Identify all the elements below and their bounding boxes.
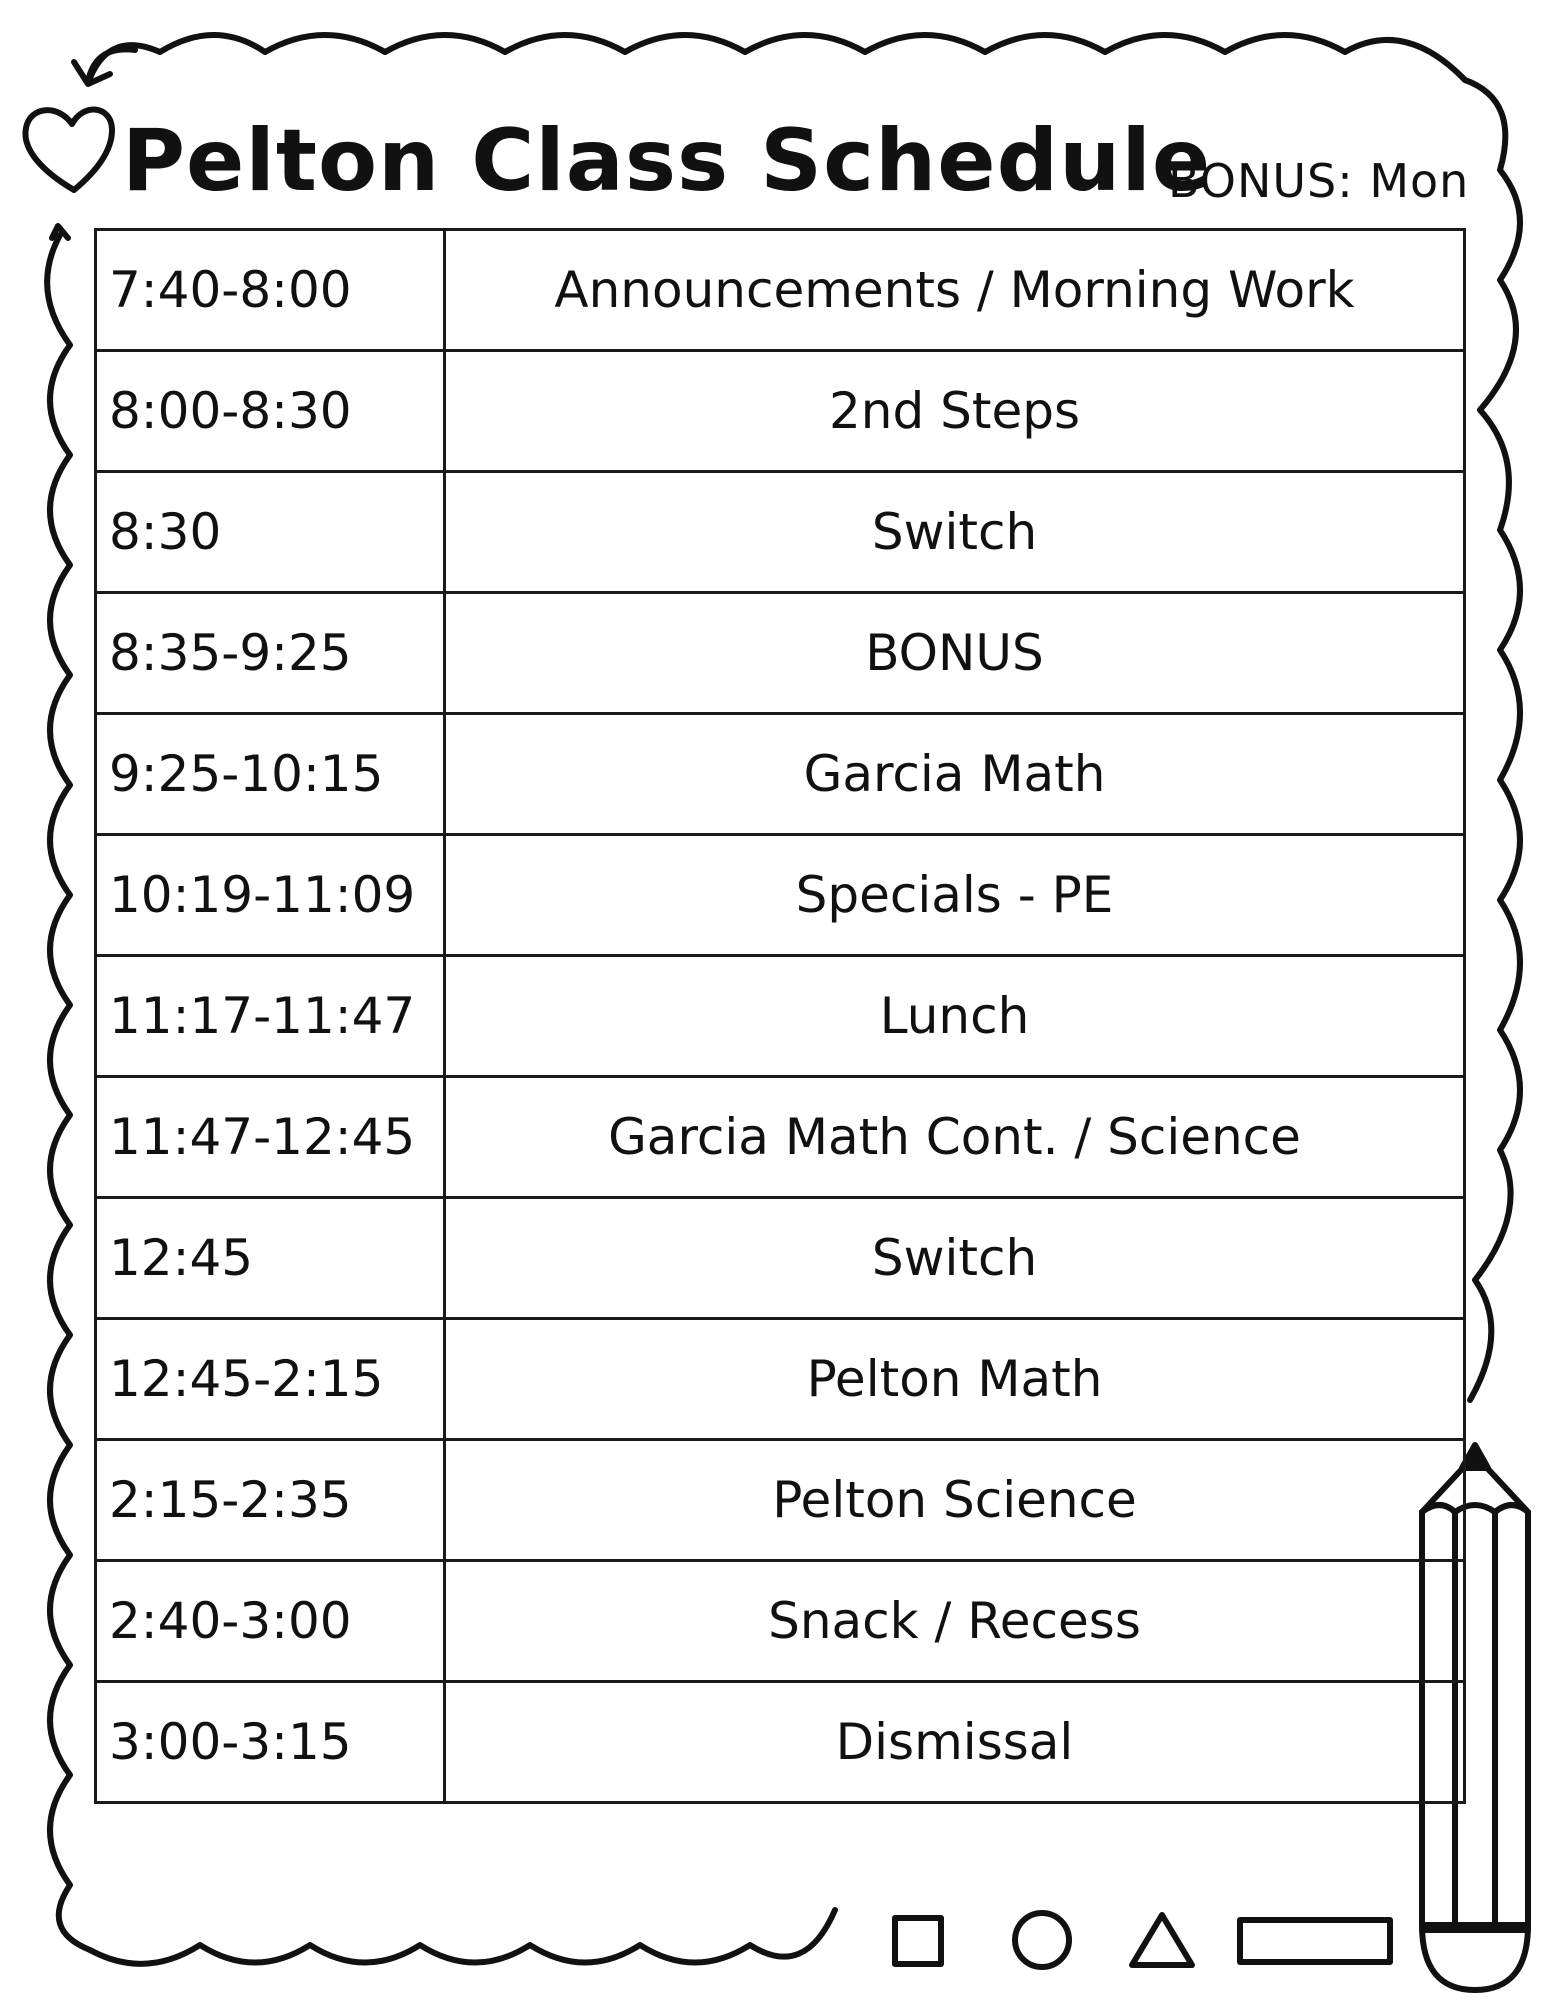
activity-cell: Snack / Recess xyxy=(445,1561,1465,1682)
activity-cell: BONUS xyxy=(445,593,1465,714)
activity-cell: Garcia Math xyxy=(445,714,1465,835)
table-row xyxy=(96,1440,1465,1561)
heart-icon xyxy=(25,110,112,190)
schedule-body xyxy=(96,230,1465,1803)
frame-top-scallops xyxy=(90,35,1465,80)
table-row xyxy=(96,472,1465,593)
time-cell: 3:00-3:15 xyxy=(96,1682,445,1803)
activity-cell: Dismissal xyxy=(445,1682,1465,1803)
time-cell: 9:25-10:15 xyxy=(96,714,445,835)
table-row xyxy=(96,1077,1465,1198)
table-row xyxy=(96,230,1465,351)
time-cell: 12:45-2:15 xyxy=(96,1319,445,1440)
activity-cell: Switch xyxy=(445,1198,1465,1319)
page-title: Pelton Class Schedule xyxy=(122,111,1212,211)
table-row xyxy=(96,593,1465,714)
time-cell: 8:35-9:25 xyxy=(96,593,445,714)
triangle-icon xyxy=(1132,1915,1192,1965)
activity-cell: Lunch xyxy=(445,956,1465,1077)
circle-icon xyxy=(1015,1913,1069,1967)
table-row xyxy=(96,1319,1465,1440)
time-cell: 8:30 xyxy=(96,472,445,593)
curved-arrow-icon xyxy=(74,49,135,84)
frame-left-scallops xyxy=(47,235,90,1950)
table-row xyxy=(96,714,1465,835)
activity-cell: Garcia Math Cont. / Science xyxy=(445,1077,1465,1198)
time-cell: 11:17-11:47 xyxy=(96,956,445,1077)
activity-cell: Specials - PE xyxy=(445,835,1465,956)
table-row xyxy=(96,351,1465,472)
activity-cell: Switch xyxy=(445,472,1465,593)
bonus-note: BONUS: Mon xyxy=(1168,154,1470,208)
schedule-table xyxy=(94,228,1466,1804)
rectangle-icon xyxy=(1240,1920,1390,1962)
table-row xyxy=(96,956,1465,1077)
activity-cell: Announcements / Morning Work xyxy=(445,230,1465,351)
square-icon xyxy=(895,1918,941,1964)
table-row xyxy=(96,835,1465,956)
frame-right-scallops xyxy=(1465,80,1520,1400)
time-cell: 8:00-8:30 xyxy=(96,351,445,472)
time-cell: 12:45 xyxy=(96,1198,445,1319)
time-cell: 2:40-3:00 xyxy=(96,1561,445,1682)
time-cell: 2:15-2:35 xyxy=(96,1440,445,1561)
time-cell: 10:19-11:09 xyxy=(96,835,445,956)
activity-cell: 2nd Steps xyxy=(445,351,1465,472)
frame-bottom-scallops xyxy=(90,1910,835,1964)
time-cell: 7:40-8:00 xyxy=(96,230,445,351)
table-row xyxy=(96,1198,1465,1319)
table-row xyxy=(96,1561,1465,1682)
activity-cell: Pelton Science xyxy=(445,1440,1465,1561)
activity-cell: Pelton Math xyxy=(445,1319,1465,1440)
time-cell: 11:47-12:45 xyxy=(96,1077,445,1198)
table-row xyxy=(96,1682,1465,1803)
